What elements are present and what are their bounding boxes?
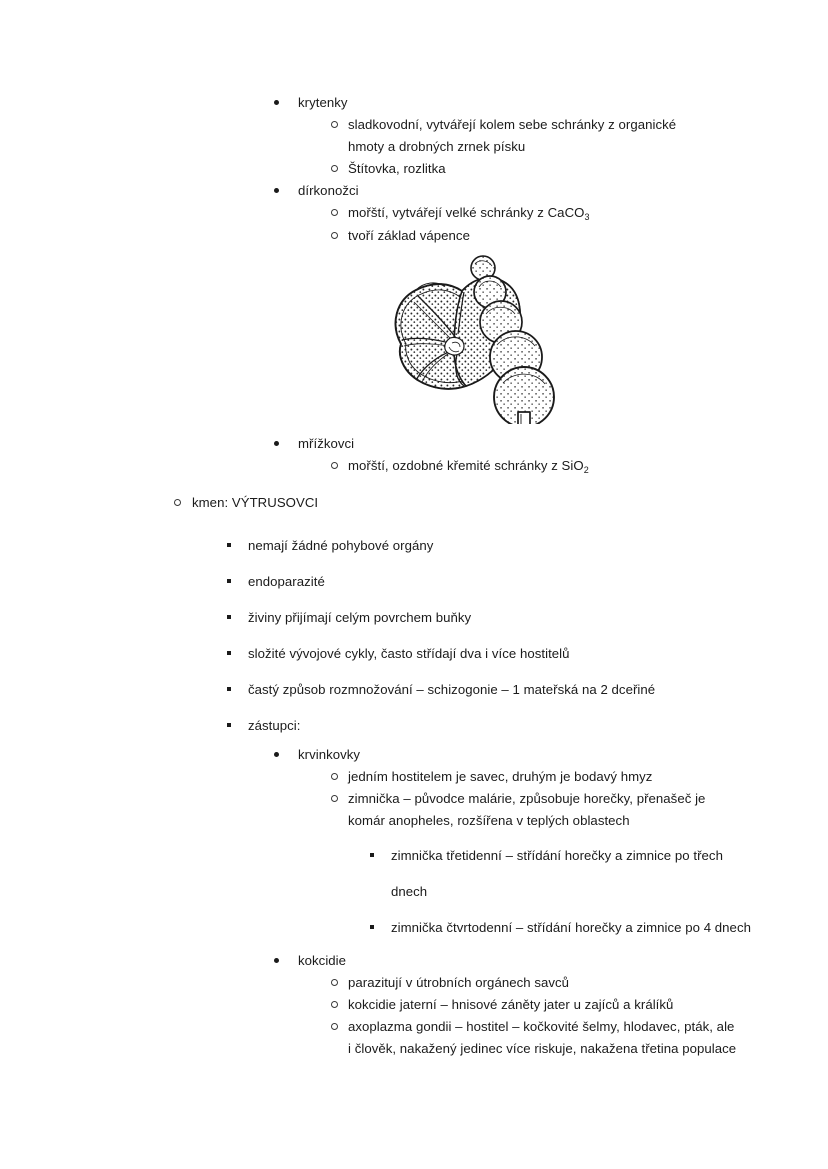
circle-bullet-icon <box>331 972 347 994</box>
subscript-3: 3 <box>584 212 590 222</box>
disc-bullet-icon <box>274 744 290 766</box>
list-item-label: jedním hostitelem je savec, druhým je bodavý hmyz <box>348 769 653 784</box>
list-item <box>0 672 828 708</box>
list-item-label: sladkovodní, vytvářejí kolem sebe schránky z organické hmoty a drobných zrnek písku <box>348 117 677 154</box>
list-item-label: zimnička třetidenní – střídání horečky a zimnice po třech dnech <box>391 848 723 899</box>
circle-bullet-icon <box>174 492 190 514</box>
outline-content <box>0 92 828 1060</box>
list-item <box>0 114 828 158</box>
subscript-2: 2 <box>583 465 589 475</box>
square-bullet-icon <box>227 708 243 744</box>
list-item-mrizkovci <box>0 433 828 455</box>
circle-bullet-icon <box>331 114 347 136</box>
list-item-krvinkovky <box>0 744 828 766</box>
list-item <box>0 1016 828 1060</box>
list-item <box>0 636 828 672</box>
list-item <box>0 788 828 832</box>
foraminifera-illustration <box>338 252 582 424</box>
list-item <box>0 158 828 180</box>
list-item-label: kokcidie jaterní – hnisové záněty jater u zajíců a králíků <box>348 997 674 1012</box>
list-item-label: nemají žádné pohybové orgány <box>248 538 434 553</box>
list-item-label: zástupci: <box>248 718 301 733</box>
square-bullet-icon <box>227 600 243 636</box>
list-item-dirkonozci <box>0 180 828 202</box>
section-heading: kmen: VÝTRUSOVCI <box>192 495 319 510</box>
circle-bullet-icon <box>331 455 347 477</box>
disc-bullet-icon <box>274 92 290 114</box>
list-item <box>0 528 828 564</box>
circle-bullet-icon <box>331 1016 347 1038</box>
disc-bullet-icon <box>274 433 290 455</box>
list-item-label <box>348 455 828 478</box>
list-item-kmen-vytrusovci <box>0 492 828 514</box>
list-item <box>0 838 828 910</box>
list-item-label <box>348 202 828 225</box>
list-item-label: krvinkovky <box>298 747 361 762</box>
circle-bullet-icon <box>331 225 347 247</box>
list-item-label: endoparazité <box>248 574 325 589</box>
list-item <box>0 910 828 946</box>
list-item <box>0 225 828 247</box>
list-item <box>0 766 828 788</box>
list-item-label: zimnička čtvrtodenní – střídání horečky a zimnice po 4 dnech <box>391 920 751 935</box>
list-item-label: kokcidie <box>298 953 347 968</box>
circle-bullet-icon <box>331 202 347 224</box>
list-item-label: mřížkovci <box>298 436 355 451</box>
square-bullet-icon <box>227 636 243 672</box>
list-item-label: axoplazma gondii – hostitel – kočkovité šelmy, hlodavec, pták, ale i člověk, nakažený jedinec více riskuje, nakažena třetina populace <box>348 1019 737 1056</box>
foraminifera-drawing <box>338 252 582 424</box>
disc-bullet-icon <box>274 180 290 202</box>
square-bullet-icon <box>370 910 386 946</box>
list-item <box>0 972 828 994</box>
list-item <box>0 600 828 636</box>
formula-text: mořští, ozdobné křemité schránky z SiO <box>348 458 584 473</box>
list-item-label: živiny přijímají celým povrchem buňky <box>248 610 472 625</box>
list-item-label: krytenky <box>298 95 348 110</box>
square-bullet-icon <box>227 564 243 600</box>
list-item-kokcidie <box>0 950 828 972</box>
list-item-label: Štítovka, rozlitka <box>348 161 446 176</box>
formula-text: mořští, vytvářejí velké schránky z CaCO <box>348 205 585 220</box>
circle-bullet-icon <box>331 994 347 1016</box>
list-item-label: složité vývojové cykly, často střídají dva i více hostitelů <box>248 646 570 661</box>
circle-bullet-icon <box>331 788 347 810</box>
list-item <box>0 564 828 600</box>
list-item-label: parazitují v útrobních orgánech savců <box>348 975 570 990</box>
list-item-label: tvoří základ vápence <box>348 228 470 243</box>
square-bullet-icon <box>227 528 243 564</box>
list-item-zastupci <box>0 708 828 744</box>
list-item-label: dírkonožci <box>298 183 359 198</box>
list-item <box>0 202 828 225</box>
list-item <box>0 994 828 1016</box>
list-item-krytenky <box>0 92 828 114</box>
square-bullet-icon <box>227 672 243 708</box>
square-bullet-icon <box>370 838 386 874</box>
circle-bullet-icon <box>331 766 347 788</box>
circle-bullet-icon <box>331 158 347 180</box>
disc-bullet-icon <box>274 950 290 972</box>
list-item-label: zimnička – původce malárie, způsobuje horečky, přenašeč je komár anopheles, rozšířena v teplých oblastech <box>348 791 706 828</box>
list-item-label: častý způsob rozmnožování – schizogonie – 1 mateřská na 2 dceřiné <box>248 682 656 697</box>
list-item <box>0 455 828 478</box>
